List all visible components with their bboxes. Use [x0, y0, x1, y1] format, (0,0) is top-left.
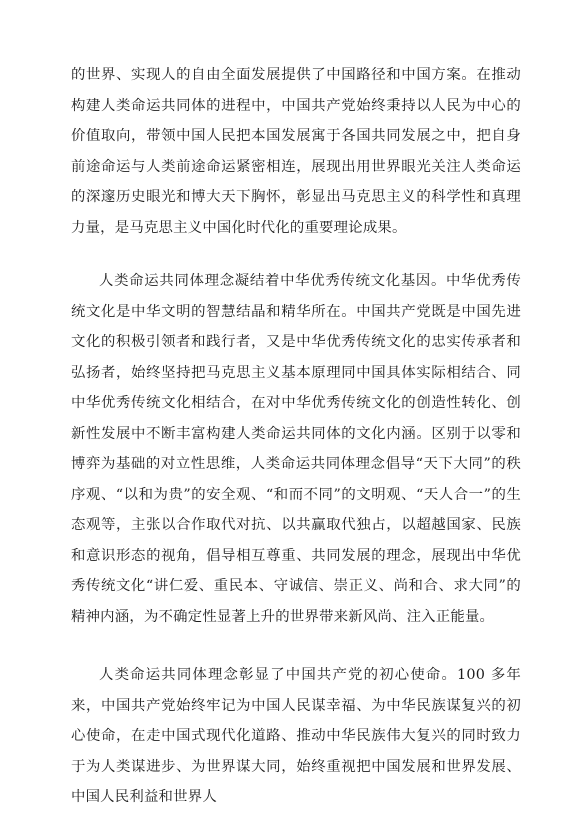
- paragraph-2: 人类命运共同体理念凝结着中华优秀传统文化基因。中华优秀传统文化是中华文明的智慧结晶和精华所在。中国共产党既是中国先进文化的积极引领者和践行者，又是中华优秀传统文化的忠实传承者和弘扬者，始终坚持把马克思主义基本原理同中国具体实际相结合、同中华优秀传统文化相结合，在对中华优秀传统文化的创造性转化、创新性发展中不断丰富构建人类命运共同体的文化内涵。区别于以零和博弈为基础的对立性思维，人类命运共同体理念倡导“天下大同”的秩序观、“以和为贵”的安全观、“和而不同”的文明观、“天人合一”的生态观等，主张以合作取代对抗、以共赢取代独占，以超越国家、民族和意识形态的视角，倡导相互尊重、共同发展的理念，展现出中华优秀传统文化“讲仁爱、重民本、守诚信、崇正义、尚和合、求大同”的精神内涵，为不确定性显著上升的世界带来新风尚、注入正能量。: [71, 273, 521, 625]
- paragraph-3: 人类命运共同体理念彰显了中国共产党的初心使命。100 多年来，中国共产党始终牢记为中国人民谋幸福、为中华民族谋复兴的初心使命，在走中国式现代化道路、推动中华民族伟大复兴的同时致力于为人类谋进步、为世界谋大同，始终重视把中国发展和世界发展、中国人民利益和世界人: [71, 667, 521, 805]
- paragraph-1: 的世界、实现人的自由全面发展提供了中国路径和中国方案。在推动构建人类命运共同体的进程中，中国共产党始终秉持以人民为中心的价值取向，带领中国人民把本国发展寓于各国共同发展之中，把自身前途命运与人类前途命运紧密相连，展现出用世界眼光关注人类命运的深邃历史眼光和博大天下胸怀，彰显出马克思主义的科学性和真理力量，是马克思主义中国化时代化的重要理论成果。: [71, 67, 521, 236]
